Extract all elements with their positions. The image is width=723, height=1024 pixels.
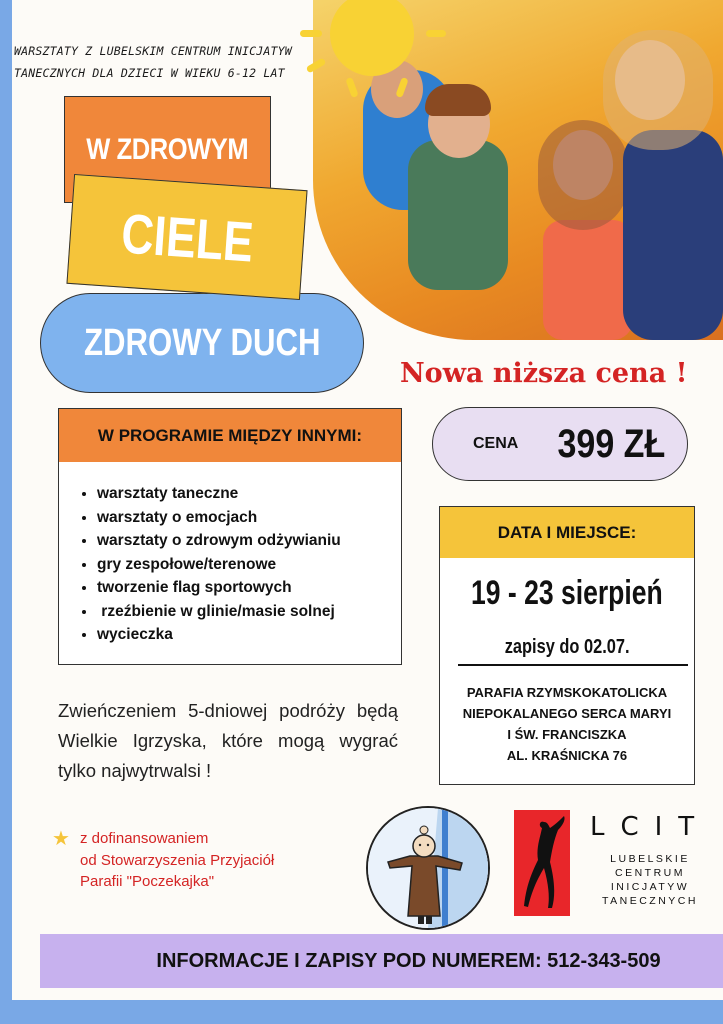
title-block-2 xyxy=(66,174,307,300)
date-place-heading-text: DATA I MIEJSCE: xyxy=(497,523,637,542)
address-line: NIEPOKALANEGO SERCA MARYI xyxy=(462,706,672,721)
title-line-1: W ZDROWYM xyxy=(86,132,249,166)
program-heading xyxy=(58,408,402,464)
lcit-line: CENTRUM xyxy=(615,867,685,879)
program-list-box xyxy=(58,462,402,665)
sun-ray xyxy=(300,30,322,37)
divider xyxy=(458,664,688,666)
funding-line: Parafii "Poczekajka" xyxy=(80,873,215,890)
list-item: • warsztaty o zdrowym odżywianiu xyxy=(97,529,401,553)
event-dates-text: 19 - 23 sierpień xyxy=(471,574,663,612)
list-item: • tworzenie flag sportowych xyxy=(97,576,401,600)
address-line: PARAFIA RZYMSKOKATOLICKA xyxy=(466,685,668,700)
address-line: AL. KRAŚNICKA 76 xyxy=(506,748,628,763)
lcit-line: TANECZNYCH xyxy=(602,895,698,907)
lcit-logo-mark xyxy=(514,810,570,916)
funding-line: z dofinansowaniem xyxy=(80,830,209,847)
program-heading-text: W PROGRAMIE MIĘDZY INNYMI: xyxy=(97,426,363,445)
new-price-announcement: Nowa niższa cena ! xyxy=(400,358,688,389)
title-line-2: CIELE xyxy=(118,200,255,274)
lcit-acronym: LCIT xyxy=(590,812,711,842)
list-item: • wycieczka xyxy=(97,623,401,647)
list-item: • warsztaty o emocjach xyxy=(97,506,401,530)
price-pill xyxy=(432,407,688,481)
lcit-line: INICJATYW xyxy=(610,881,690,893)
funding-line: od Stowarzyszenia Przyjaciół xyxy=(80,851,275,869)
funding-note xyxy=(80,828,274,893)
date-place-heading xyxy=(439,506,695,560)
registration-deadline-text: zapisy do 02.07. xyxy=(504,636,630,658)
list-item: • warsztaty taneczne xyxy=(97,482,401,506)
subtitle-line: TANECZNYCH DLA DZIECI W WIEKU 6-12 LAT xyxy=(14,66,285,80)
sun-ray xyxy=(426,30,446,37)
subtitle-line: WARSZTATY Z LUBELSKIM CENTRUM INICJATYW xyxy=(14,44,292,58)
address-line: I ŚW. FRANCISZKA xyxy=(507,727,627,742)
title-line-3: ZDROWY DUCH xyxy=(83,321,321,364)
star-icon: ★ xyxy=(52,828,70,850)
list-item: • gry zespołowe/terenowe xyxy=(97,553,401,577)
lcit-line: LUBELSKIE xyxy=(610,853,690,865)
workshop-subtitle xyxy=(14,40,344,84)
event-dates xyxy=(440,574,694,613)
price-value: 399 ZŁ xyxy=(557,421,666,466)
date-place-box xyxy=(439,558,695,785)
lcit-full-name xyxy=(594,852,706,908)
contact-info: INFORMACJE I ZAPISY POD NUMEREM: 512-343-509 xyxy=(156,949,661,972)
program-list xyxy=(59,482,401,647)
contact-banner xyxy=(40,934,723,988)
title-block-3 xyxy=(40,293,364,393)
list-item: • rzeźbienie w glinie/masie solnej xyxy=(97,600,401,624)
finale-description: Zwieńczeniem 5-dniowej podróży będą Wielkie Igrzyska, które mogą wygrać tylko najwytrwalsi ! xyxy=(58,700,398,781)
price-label: CENA xyxy=(473,435,519,452)
poczekajka-logo xyxy=(366,806,490,930)
event-address xyxy=(440,682,694,766)
registration-deadline xyxy=(440,636,694,659)
